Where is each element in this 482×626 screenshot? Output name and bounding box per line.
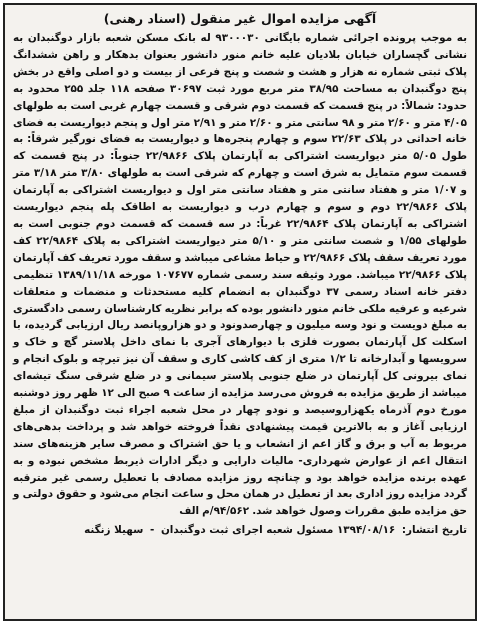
notice-title: آگهی مزایده اموال غیر منقول (اسناد رهنی) <box>103 11 377 26</box>
publication-date-label: تاریخ انتشار: <box>401 524 467 537</box>
footer-separator: - <box>149 524 155 537</box>
signatory-title: مسئول شعبه اجرای ثبت دوگنبدان <box>160 524 334 537</box>
notice-footer <box>13 522 467 538</box>
notice-body: به موجب پرونده اجرائی شماره بایگانی ۹۳۰۰۰۳۰ له بانک مسکن شعبه بازار دوگنبدان به نشانی گچساران خیابان بلادیان علیه خانم منور دانشور بعنوان بدهکار و راهن ششدانگ پلاک ثبتی شماره نه هزار و هشت و شصت و پنج فرعی از بیست و دو اصلی واقع در بخش پنج دوگنبدان به مساحت ۳۸/۹۵ متر مربع مورد ثبت ۳۰۶۹۷ صفحه ۱۱۸ جلد ۲۵۵ محدود به حدود: شمالاً: در پنج قسمت که قسمت دوم شرقی و قسمت چهارم غربی است به طولهای ۴/۰۵ متر و ۲/۶۰ متر و ۹۸ سانتی متر و ۲/۶۰ متر و ۲/۹۱ متر اول و پنجم دیواریست به فضای خانه احداثی در پلاک ۲۲/۶۳ سوم و چهارم پنجره‌ها و دیواریست به فضای نورگیر شرقاً: به طول ۵/۰۵ متر دیواریست اشتراکی به آپارتمان پلاک ۲۲/۹۸۶۶ جنوباً: در پنج قسمت که قسمت سوم متمایل به شرق است و چهارم که شرقی است به طولهای ۳/۸۰ متر ۳/۱۸ متر و ۱/۰۷ متر و هفتاد سانتی متر و هفتاد سانتی متر اول و دیواریست اشتراکی به آپارتمان پلاک ۲۲/۹۸۶۶ دوم و سوم و چهارم درب و دیواریست به اطاقک پله پنجم دیواریست اشتراکی به آپارتمان پلاک ۲۲/۹۸۶۴ غرباً: در سه قسمت که قسمت دوم جنوبی است به طولهای ۱/۵۵ و شصت سانتی متر و ۵/۱۰ متر دیواریست اشتراکی به پلاک ۲۲/۹۸۶۴ کف مورد تعریف سقف پلاک ۲۲/۹۸۶۶ و حیاط مشاعی میباشد و سقف مورد تعریف کف آپارتمان پلاک ۲۲/۹۸۶۶ میباشد. مورد وثیقه سند رسمی شماره ۱۰۷۶۷۷ مورخه ۱۳۸۹/۱۱/۱۸ تنظیمی دفتر خانه اسناد رسمی ۳۷ دوگنبدان به انضمام کلیه مستحدثات و منضمات و متعلقات شرعیه و عرفیه ملکی خانم منور دانشور بوده که برابر نظریه کارشناسان رسمی دادگستری به مبلغ دویست و نود وسه میلیون و چهارصدونود و دو هزاروپانصد ریال ارزیابی گردیده، با اسکلت کل آپارتمان بصورت فلزی با دیوارهای آجری با نمای داخل پلاستر گچ و خاک و سرویسها و آبدارخانه تا ۱/۲ متری از کف کاشی کاری و سقف آن نیز تیرچه و بلوک انجام و نمای بیرونی کل آپارتمان در ضلع جنوبی پلاستر سیمانی و در ضلع شرقی سنگ تیشه‌ای میباشد از طریق مزایده به فروش می‌رسد مزایده از ساعت ۹ صبح الی ۱۲ ظهر روز دوشنبه مورخ دوم آذرماه یکهزاروسیصد و نودو چهار در محل شعبه اجراء ثبت دوگنبدان از مبلغ ارزیابی آغاز و به بالاترین قیمت پیشنهادی نقداً فروخته خواهد شد و پرداخت بدهی‌های مربوط به آب و برق و گاز اعم از انشعاب و یا حق اشتراک و مصرف سایر هزینه‌های سند انتقال اعم از عوارض شهرداری- مالیات دارایی و دیگر ادارات ذیربط مشخص نبوده و به عهده برنده مزایده خواهد بود و چنانچه روز مزایده مصادف با تعطیل رسمی غیر مترقبه گردد مزایده روز اداری بعد از تعطیل در همان محل و ساعت انجام می‌شود و حقوق دولتی و حق مزایده طبق مقررات وصول خواهد شد. ۹۴/۵۶۲/م الف <box>13 32 468 518</box>
publication-date: ۱۳۹۴/۰۸/۱۶ <box>336 524 396 537</box>
notice-frame <box>3 3 477 621</box>
signatory-name: سهیلا زنگنه <box>84 524 144 537</box>
